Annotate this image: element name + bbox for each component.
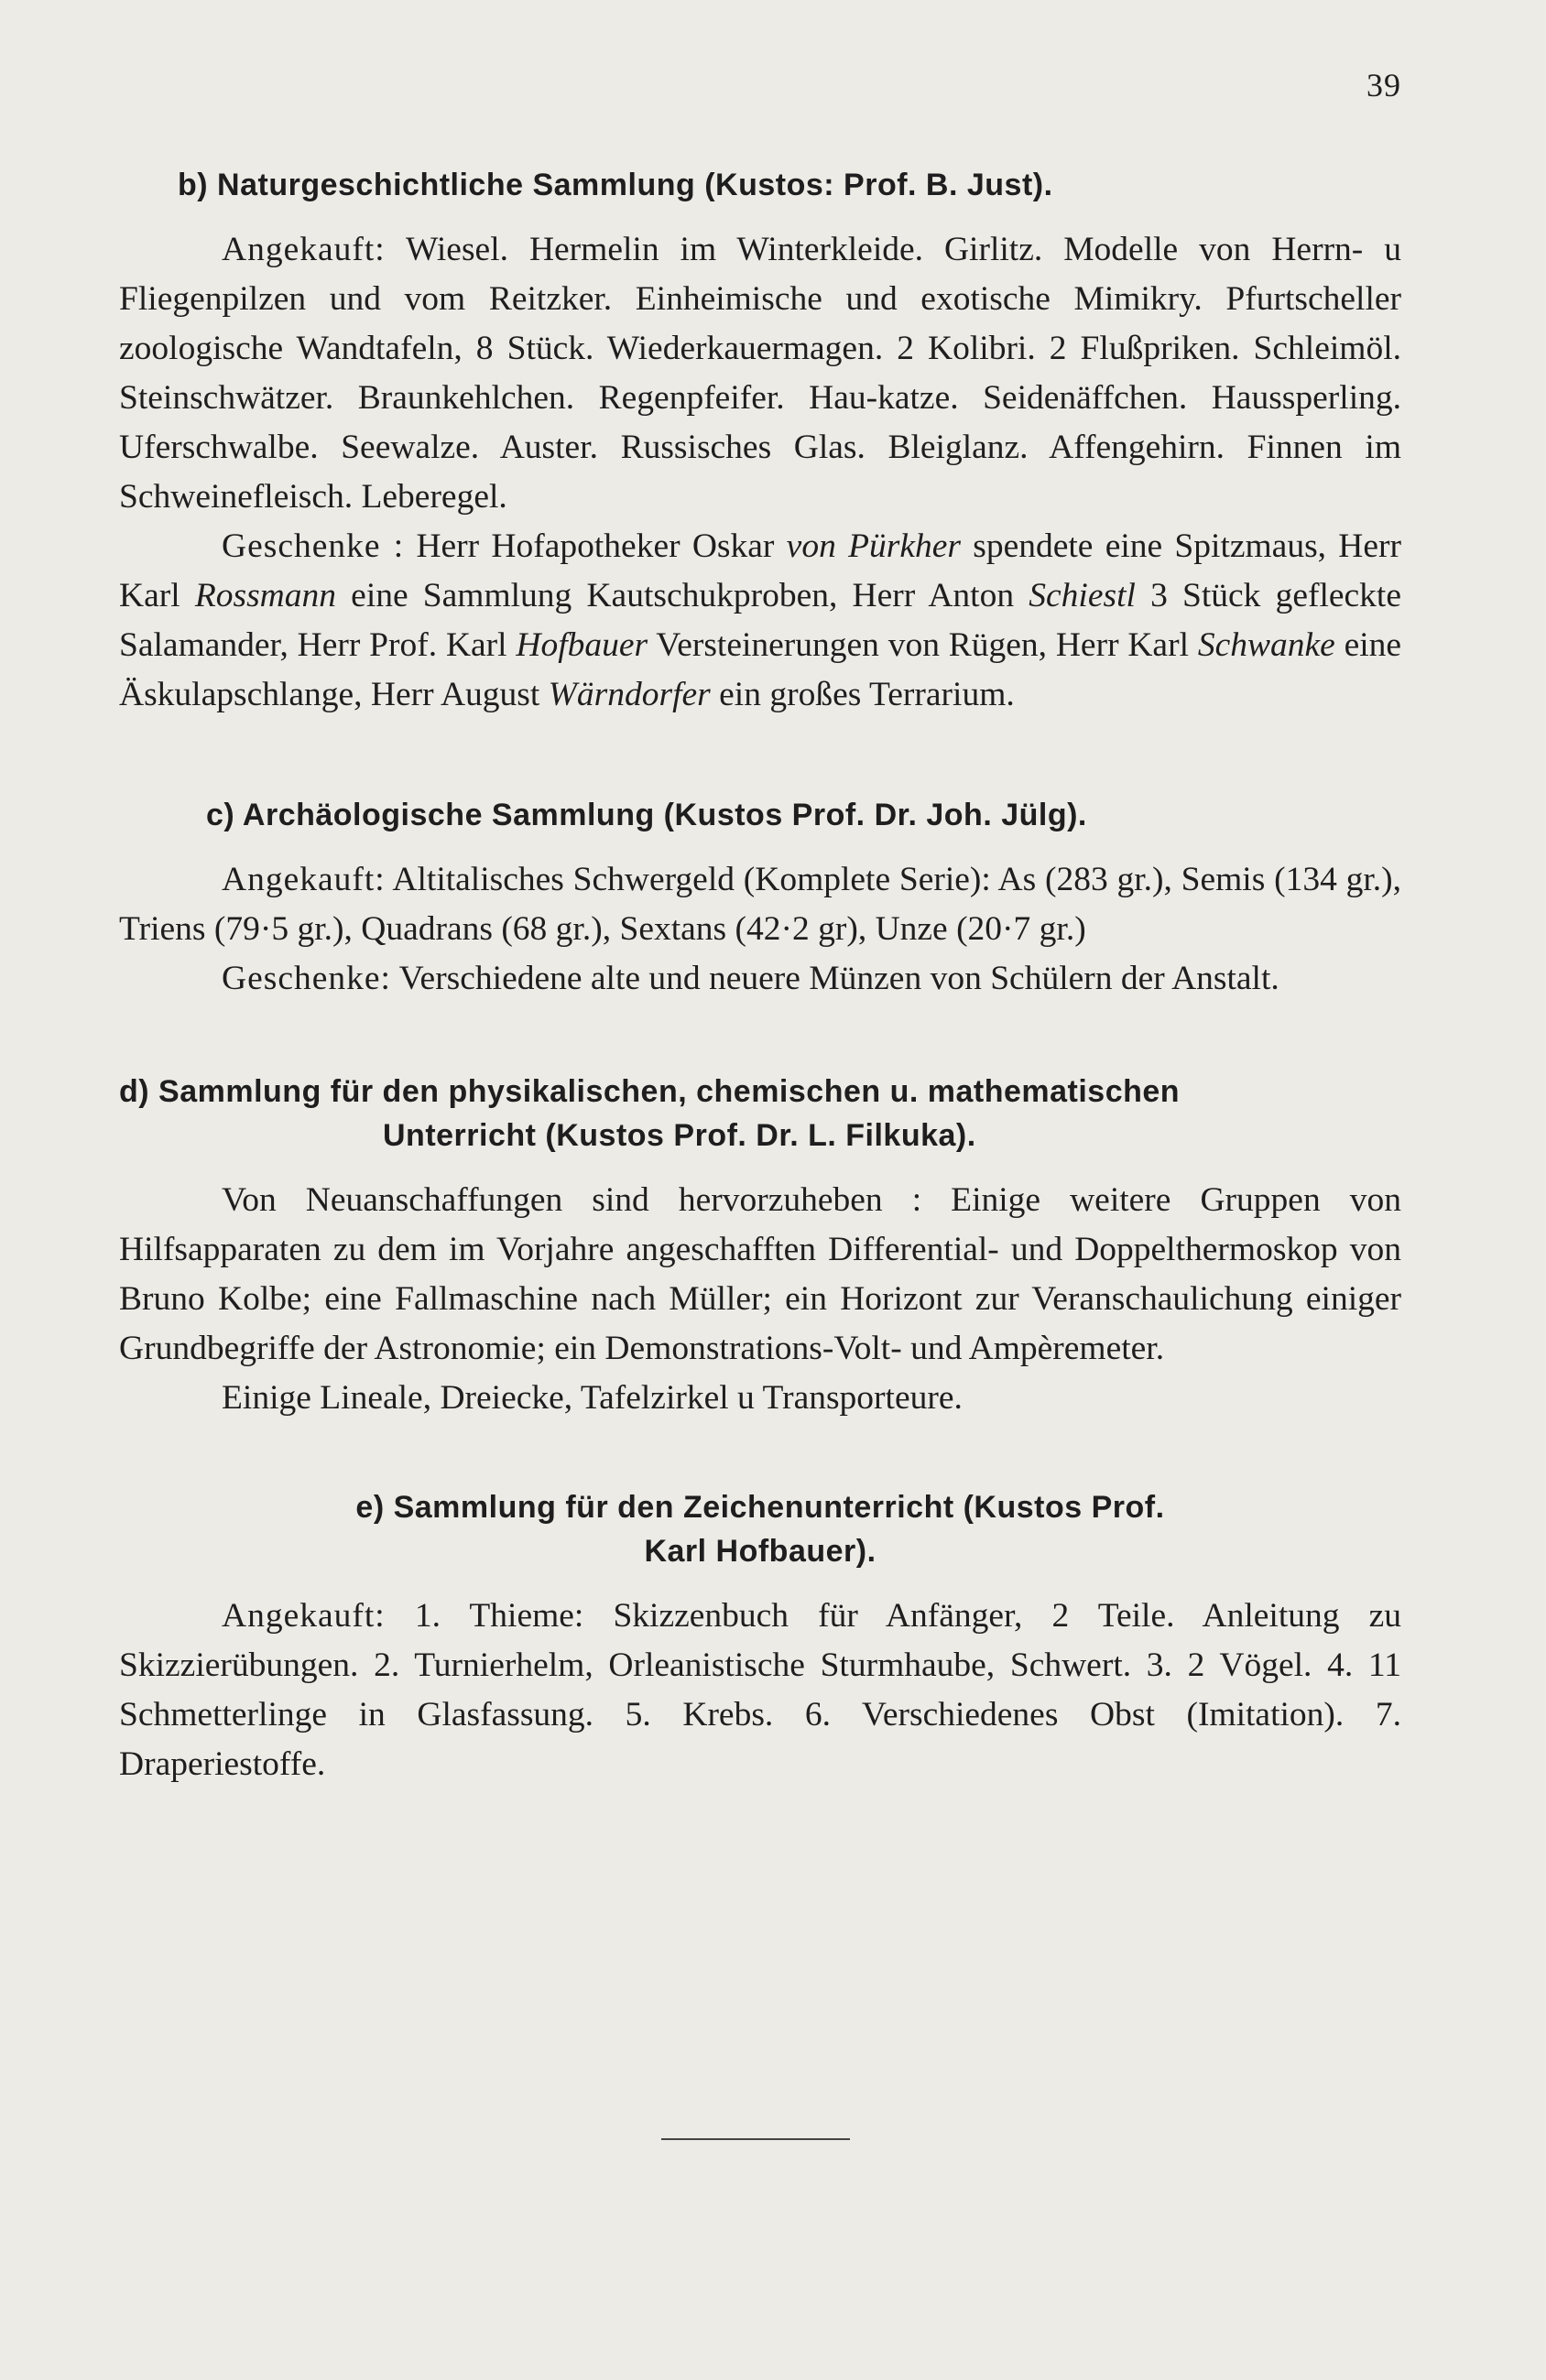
section-heading-e-line1: e) Sammlung für den Zeichenunterricht (Kustos Prof. [355,1490,1165,1525]
gifts-text: 3 Stück gefleckte Salamander, Herr Prof. Karl [119,577,1401,664]
section-heading-e [119,1485,1401,1573]
paragraph-d-tools: Einige Lineale, Dreiecke, Tafelzirkel u Transporteure. [222,1379,963,1417]
section-heading-d-line1: d) Sammlung für den physikalischen, chemischen u. mathematischen [119,1074,1181,1109]
paragraph-c-bought [119,855,1401,954]
section-archaeologie [119,793,1401,1004]
gifts-text: ein großes Terrarium. [719,676,1015,713]
page-number: 39 [1366,67,1401,103]
label-angekauft: Angekauft: [222,1597,386,1635]
page-content [119,163,1401,1789]
gifts-text: Versteinerungen von Rügen, Herr Karl [656,626,1189,664]
bought-list-b: Wiesel. Hermelin im Winterkleide. Girlitz. Modelle von Herrn- u Fliegenpilzen und vom Reitzker. Einheimische und exotische Mimikry. Pfurtscheller zoologische Wandtafeln, 8 Stück. Wiederkauermagen. 2 Kolibri. 2 Flußpriken. Schleimöl. Steinschwätzer. Braunkehlchen. Regenpfeifer. Hau-katze. Seidenäffchen. Haussperling. Uferschwalbe. Seewalze. Auster. Russisches Glas. Bleiglanz. Affengehirn. Finnen im Schweinefleisch. Leberegel. [119,231,1402,516]
paragraph-c-gifts [119,954,1401,1004]
section-heading-d [119,1070,1401,1157]
end-divider [661,2138,850,2140]
label-angekauft: Angekauft: [222,231,386,268]
bought-list-e: 1. Thieme: Skizzenbuch für Anfänger, 2 Teile. Anleitung zu Skizzierübungen. 2. Turnierhelm, Orleanistische Sturmhaube, Schwert. 3. 2 Vögel. 4. 11 Schmetterlinge in Glasfassung. 5. Krebs. 6. Verschiedenes Obst (Imitation). 7. Draperiestoffe. [119,1597,1402,1783]
donor-name: Schiestl [1029,577,1136,614]
gifts-text: eine Äskulapschlange, Herr August [119,626,1402,713]
section-zeichenunterricht [119,1485,1401,1789]
label-angekauft: Angekauft: [222,861,386,898]
section-heading-d-line2: Unterricht (Kustos Prof. Dr. L. Filkuka). [383,1118,976,1153]
section-heading-e-line2: Karl Hofbauer). [644,1534,876,1569]
paragraph-e-bought [119,1592,1401,1789]
section-naturgeschichte [119,163,1401,720]
gifts-text-c: Verschiedene alte und neuere Münzen von Schülern der Anstalt. [398,960,1279,997]
donor-name: Schwanke [1197,626,1335,664]
label-geschenke: Geschenke: [222,960,391,997]
donor-name: Rossmann [194,577,336,614]
label-geschenke: Geschenke : [222,527,405,565]
paragraph-d-new-acquisitions: Von Neuanschaffungen sind hervorzuheben : Einige weitere Gruppen von Hilfsapparaten zu dem im Vorjahre angeschafften Differential- und Doppelthermoskop von Bruno Kolbe; eine Fallmaschine nach Müller; ein Horizont zur Veranschaulichung einiger Grundbegriffe der Astronomie; ein Demonstrations-Volt- und Ampèremeter. [119,1181,1401,1367]
bought-list-c: Altitalisches Schwergeld (Komplete Serie): As (283 gr.), Semis (134 gr.), Triens (79·5 gr.), Quadrans (68 gr.), Sextans (42·2 gr), Unze (20·7 gr.) [119,861,1401,948]
paragraph-b-bought [119,225,1401,522]
section-heading-b: b) Naturgeschichtliche Sammlung (Kustos: Prof. B. Just). [178,168,1053,202]
paragraph-b-gifts [119,522,1401,720]
section-heading-c: c) Archäologische Sammlung (Kustos Prof. Dr. Joh. Jülg). [206,798,1087,832]
gifts-text: eine Sammlung Kautschukproben, Herr Anton [351,577,1015,614]
gifts-text: spendete eine Spitzmaus, Herr Karl [119,527,1401,614]
section-physik-chemie-mathematik [119,1070,1401,1423]
donor-name: von Pürkher [786,527,961,565]
donor-name: Wärndorfer [548,676,711,713]
gifts-text: Herr Hofapotheker Oskar [416,527,775,565]
donor-name: Hofbauer [516,626,648,664]
